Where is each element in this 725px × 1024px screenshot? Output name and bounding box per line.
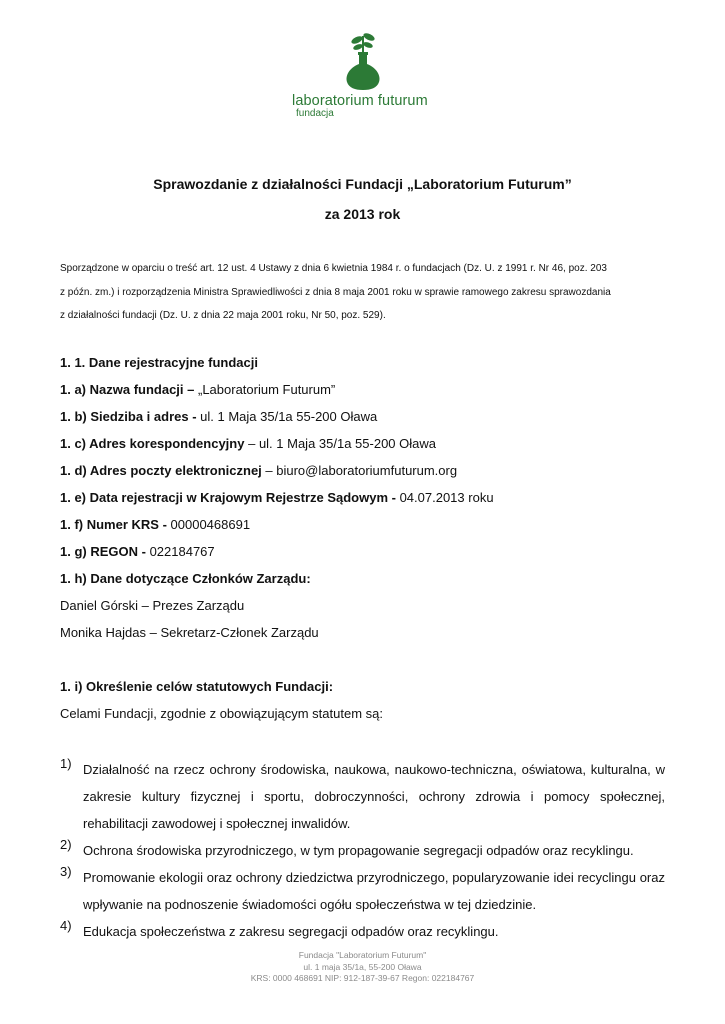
intro-line: z późn. zm.) i rozporządzenia Ministra Sprawiedliwości z dnia 8 maja 2001 roku w sprawie ramowego zakresu sprawozdania [60,286,611,298]
goal-item [60,864,665,918]
intro-line: Sporządzone w oparciu o treść art. 12 ust. 4 Ustawy z dnia 6 kwietnia 1984 r. o fundacjach (Dz. U. z 1991 r. Nr 46, poz. 203 [60,263,607,274]
goal-text: Działalność na rzecz ochrony środowiska, naukowa, naukowo-techniczna, oświatowa, kulturalna, w zakresie kultury fizycznej i sportu, dobroczynności, ochrony zdrowia i pomocy społecznej, rehabilitacji zawodowej i społecznej inwalidów. [83,762,665,831]
flask-plant-icon [343,30,383,92]
footer-line: Fundacja "Laboratorium Futurum" [298,950,427,960]
goal-text: Ochrona środowiska przyrodniczego, w tym propagowanie segregacji odpadów oraz recyklingu. [83,843,634,858]
board-member: Daniel Górski – Prezes Zarządu [60,598,245,613]
document-year: za 2013 rok [324,206,401,222]
field-value: – ul. 1 Maja 35/1a 55-200 Oława [244,436,436,451]
logo-subtitle: fundacja [296,108,334,119]
intro-line: z działalności fundacji (Dz. U. z dnia 22 maja 2001 roku, Nr 50, poz. 529). [60,310,386,321]
field-value: 00000468691 [166,517,251,532]
field-label: 1. e) Data rejestracji w Krajowym Rejestrze Sądowym - [60,490,396,505]
seat-row [60,409,377,424]
page-footer [0,950,725,985]
goal-item [60,756,665,837]
field-value: – biuro@laboratoriumfuturum.org [261,463,458,478]
field-label: 1. f) Numer KRS - [60,517,167,532]
footer-line: KRS: 0000 468691 NIP: 912-187-39-67 Regon: 022184767 [250,973,475,983]
email-row [60,463,457,478]
field-label: 1. c) Adres korespondencyjny [60,436,245,451]
field-label: 1. g) REGON - [60,544,146,559]
goal-item [60,837,665,864]
field-value: ul. 1 Maja 35/1a 55-200 Oława [196,409,378,424]
goal-number: 1) [60,756,72,771]
foundation-name-row [60,382,335,397]
correspondence-row [60,436,436,451]
intro-paragraph [60,257,670,328]
goals-heading: 1. i) Określenie celów statutowych Fundacji: [60,679,334,694]
goal-item [60,918,665,945]
logo-name: laboratorium futurum [292,93,428,109]
goal-number: 4) [60,918,72,933]
goal-text: Edukacja społeczeństwa z zakresu segregacji odpadów oraz recyklingu. [83,924,499,939]
krs-number-row [60,517,250,532]
goals-intro: Celami Fundacji, zgodnie z obowiązującym statutem są: [60,706,383,721]
field-value: „Laboratorium Futurum” [194,382,336,397]
field-value: 04.07.2013 roku [395,490,494,505]
document-title: Sprawozdanie z działalności Fundacji „Laboratorium Futurum” [153,176,572,192]
field-label: 1. a) Nazwa fundacji – [60,382,195,397]
goal-text: Promowanie ekologii oraz ochrony dziedzictwa przyrodniczego, popularyzowanie idei recyclingu oraz wpływanie na podnoszenie świadomości ogółu społeczeństwa w tej dziedzinie. [83,870,665,912]
foundation-logo [0,30,725,92]
goal-number: 2) [60,837,72,852]
registration-heading: 1. 1. Dane rejestracyjne fundacji [60,355,258,370]
krs-date-row [60,490,494,505]
field-label: 1. d) Adres poczty elektronicznej [60,463,262,478]
field-label: 1. b) Siedziba i adres - [60,409,197,424]
board-member: Monika Hajdas – Sekretarz-Członek Zarządu [60,625,319,640]
regon-row [60,544,215,559]
board-heading: 1. h) Dane dotyczące Członków Zarządu: [60,571,311,586]
footer-line: ul. 1 maja 35/1a, 55-200 Oława [303,961,422,972]
field-value: 022184767 [145,544,215,559]
goal-number: 3) [60,864,72,879]
